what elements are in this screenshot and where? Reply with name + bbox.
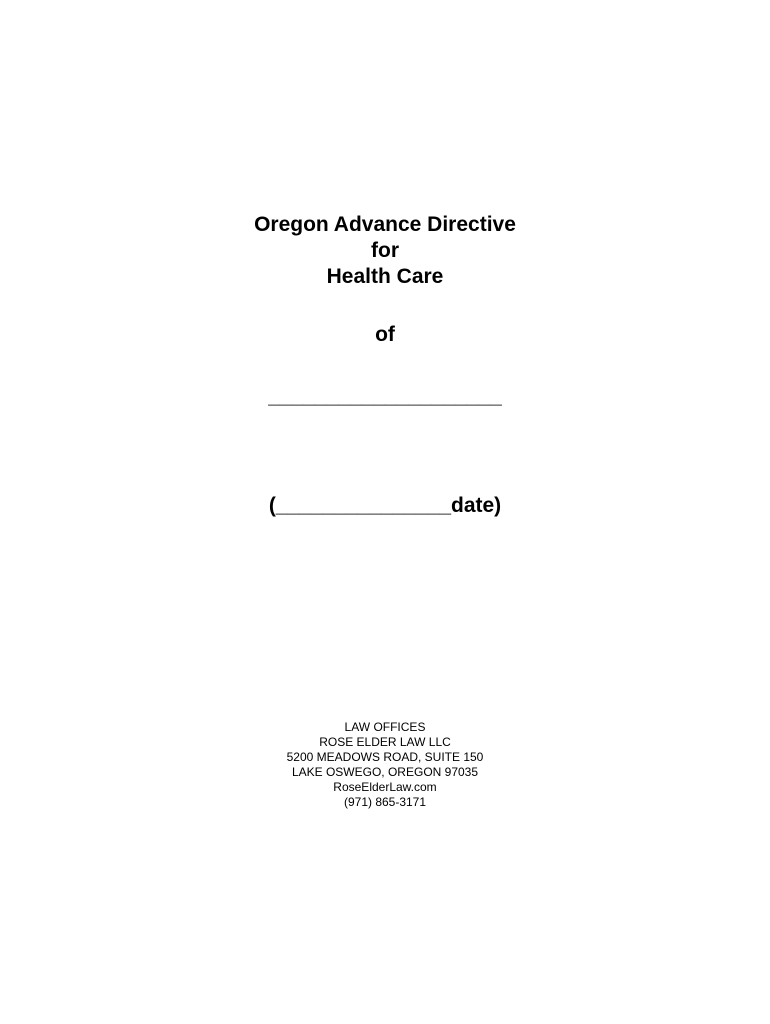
title-line-1: Oregon Advance Directive — [254, 213, 516, 236]
firm-heading: LAW OFFICES — [344, 720, 426, 734]
title-line-3: Health Care — [326, 265, 444, 288]
firm-street: 5200 MEADOWS ROAD, SUITE 150 — [286, 750, 484, 764]
document-title — [0, 212, 770, 290]
firm-name: ROSE ELDER LAW LLC — [319, 735, 451, 749]
of-label: of — [375, 323, 395, 346]
name-blank-field: ____________________ — [268, 385, 502, 408]
date-blank-field: (_______________date) — [268, 494, 502, 517]
firm-city: LAKE OSWEGO, OREGON 97035 — [291, 765, 479, 779]
law-office-address — [0, 720, 770, 810]
title-line-2: for — [371, 239, 399, 262]
firm-phone: (971) 865-3171 — [343, 795, 427, 809]
firm-website: RoseElderLaw.com — [333, 780, 437, 794]
